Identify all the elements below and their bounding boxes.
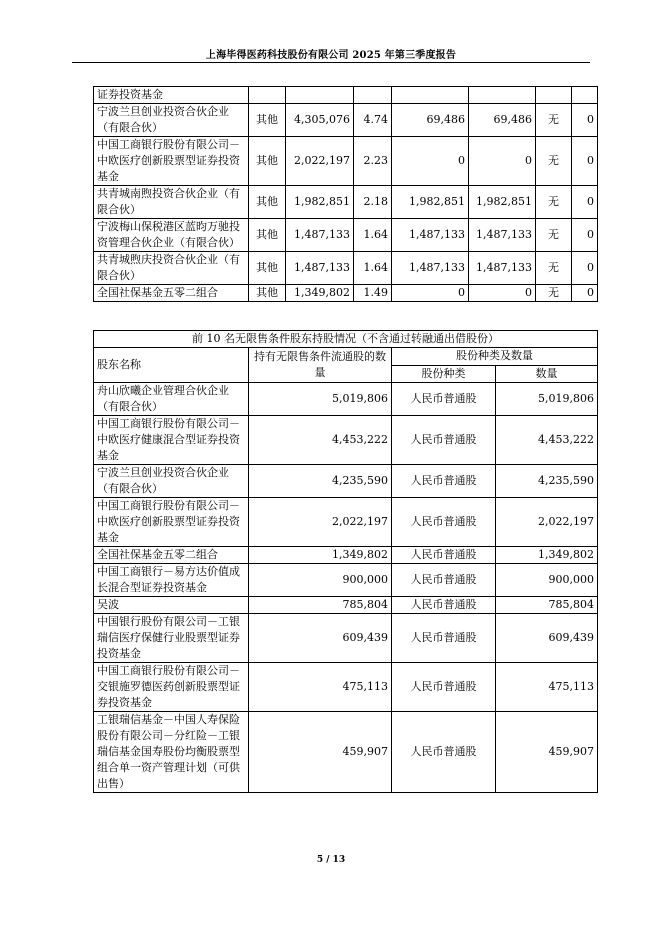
holder-type: 其他 bbox=[249, 104, 286, 137]
table-row bbox=[94, 498, 598, 547]
holder-name: 全国社保基金五零二组合 bbox=[94, 547, 249, 564]
restricted-incl-lending: 69,486 bbox=[469, 104, 536, 137]
unrestricted-qty: 459,907 bbox=[249, 712, 392, 793]
shares-held: 4,305,076 bbox=[286, 104, 354, 137]
table-row bbox=[94, 383, 598, 416]
holder-name: 中国银行股份有限公司－工银瑞信医疗保健行业股票型证券投资基金 bbox=[94, 614, 249, 663]
restricted-shares bbox=[392, 87, 469, 104]
holder-name: 中国工商银行股份有限公司－中欧医疗健康混合型证券投资基金 bbox=[94, 416, 249, 465]
restricted-shares: 1,487,133 bbox=[392, 219, 469, 252]
unrestricted-qty: 785,804 bbox=[249, 597, 392, 614]
holder-name: 共青城南煦投资合伙企业（有限合伙） bbox=[94, 186, 249, 219]
share-qty: 609,439 bbox=[496, 614, 598, 663]
pledge-qty: 0 bbox=[572, 186, 598, 219]
table-row bbox=[94, 285, 598, 302]
header-divider bbox=[72, 62, 590, 63]
share-qty: 459,907 bbox=[496, 712, 598, 793]
report-header-title: 上海毕得医药科技股份有限公司 2025 年第三季度报告 bbox=[205, 50, 457, 61]
holder-name: 工银瑞信基金－中国人寿保险股份有限公司－分红险－工银瑞信基金国寿股份均衡股票型组合单一资产管理计划（可供出售） bbox=[94, 712, 249, 793]
pledge-status: 无 bbox=[536, 137, 572, 186]
section-title: 前 10 名无限售条件股东持股情况（不含通过转融通出借股份） bbox=[94, 331, 598, 348]
section-title-row bbox=[94, 331, 598, 348]
pledge-qty bbox=[572, 87, 598, 104]
pledge-status: 无 bbox=[536, 186, 572, 219]
table-row bbox=[94, 416, 598, 465]
holder-name: 共青城煦庆投资合伙企业（有限合伙） bbox=[94, 252, 249, 285]
holder-name: 舟山欣曦企业管理合伙企业（有限合伙） bbox=[94, 383, 249, 416]
holder-name: 宁波兰旦创业投资合伙企业（有限合伙） bbox=[94, 104, 249, 137]
unrestricted-qty: 1,349,802 bbox=[249, 547, 392, 564]
unrestricted-qty: 5,019,806 bbox=[249, 383, 392, 416]
unrestricted-holders-table bbox=[93, 330, 598, 793]
pledge-qty: 0 bbox=[572, 219, 598, 252]
share-type: 人民币普通股 bbox=[392, 547, 496, 564]
holder-name: 中国工商银行股份有限公司－交银施罗德医药创新股票型证券投资基金 bbox=[94, 663, 249, 712]
share-qty: 785,804 bbox=[496, 597, 598, 614]
share-type: 人民币普通股 bbox=[392, 712, 496, 793]
restricted-incl-lending: 1,487,133 bbox=[469, 252, 536, 285]
table-row bbox=[94, 87, 598, 104]
shares-held: 1,349,802 bbox=[286, 285, 354, 302]
unrestricted-qty: 2,022,197 bbox=[249, 498, 392, 547]
unrestricted-qty: 609,439 bbox=[249, 614, 392, 663]
holder-name: 全国社保基金五零二组合 bbox=[94, 285, 249, 302]
share-type: 人民币普通股 bbox=[392, 663, 496, 712]
holder-name: 中国工商银行－易方达价值成长混合型证券投资基金 bbox=[94, 564, 249, 597]
unrestricted-qty: 4,235,590 bbox=[249, 465, 392, 498]
holder-name: 吴波 bbox=[94, 597, 249, 614]
pledge-status: 无 bbox=[536, 285, 572, 302]
holding-pct: 4.74 bbox=[354, 104, 392, 137]
pledge-status: 无 bbox=[536, 104, 572, 137]
share-qty: 5,019,806 bbox=[496, 383, 598, 416]
table-row bbox=[94, 547, 598, 564]
shares-held: 1,487,133 bbox=[286, 219, 354, 252]
holding-pct: 1.49 bbox=[354, 285, 392, 302]
table-row bbox=[94, 564, 598, 597]
shares-held: 1,487,133 bbox=[286, 252, 354, 285]
holder-name: 宁波梅山保税港区蓝昀万驰投资管理合伙企业（有限合伙） bbox=[94, 219, 249, 252]
col-holder-name-header: 股东名称 bbox=[94, 348, 249, 383]
holding-pct: 1.64 bbox=[354, 219, 392, 252]
unrestricted-qty: 4,453,222 bbox=[249, 416, 392, 465]
share-qty: 2,022,197 bbox=[496, 498, 598, 547]
restricted-incl-lending: 0 bbox=[469, 285, 536, 302]
table-row bbox=[94, 712, 598, 793]
share-type: 人民币普通股 bbox=[392, 564, 496, 597]
restricted-shares: 1,982,851 bbox=[392, 186, 469, 219]
restricted-incl-lending: 1,982,851 bbox=[469, 186, 536, 219]
table-row bbox=[94, 137, 598, 186]
share-qty: 4,235,590 bbox=[496, 465, 598, 498]
share-type: 人民币普通股 bbox=[392, 383, 496, 416]
holder-type: 其他 bbox=[249, 137, 286, 186]
holder-type: 其他 bbox=[249, 285, 286, 302]
table-row bbox=[94, 663, 598, 712]
share-type: 人民币普通股 bbox=[392, 498, 496, 547]
holder-type: 其他 bbox=[249, 219, 286, 252]
pledge-qty: 0 bbox=[572, 252, 598, 285]
restricted-incl-lending bbox=[469, 87, 536, 104]
header-row-1 bbox=[94, 348, 598, 366]
top-holders-table bbox=[93, 86, 598, 302]
share-type: 人民币普通股 bbox=[392, 614, 496, 663]
restricted-shares: 0 bbox=[392, 137, 469, 186]
holding-pct bbox=[354, 87, 392, 104]
restricted-incl-lending: 1,487,133 bbox=[469, 219, 536, 252]
holder-name: 中国工商银行股份有限公司－中欧医疗创新股票型证券投资基金 bbox=[94, 137, 249, 186]
pledge-qty: 0 bbox=[572, 285, 598, 302]
shares-held: 2,022,197 bbox=[286, 137, 354, 186]
holder-type bbox=[249, 87, 286, 104]
restricted-incl-lending: 0 bbox=[469, 137, 536, 186]
restricted-shares: 1,487,133 bbox=[392, 252, 469, 285]
share-qty: 4,453,222 bbox=[496, 416, 598, 465]
unrestricted-qty: 900,000 bbox=[249, 564, 392, 597]
col-share-qty-header: 数量 bbox=[496, 365, 598, 383]
col-unrestricted-qty-header: 持有无限售条件流通股的数量 bbox=[249, 348, 392, 383]
holding-pct: 2.18 bbox=[354, 186, 392, 219]
share-type: 人民币普通股 bbox=[392, 597, 496, 614]
share-type: 人民币普通股 bbox=[392, 465, 496, 498]
holder-type: 其他 bbox=[249, 252, 286, 285]
table-row bbox=[94, 465, 598, 498]
restricted-shares: 0 bbox=[392, 285, 469, 302]
pledge-qty: 0 bbox=[572, 137, 598, 186]
holder-name: 宁波兰旦创业投资合伙企业（有限合伙） bbox=[94, 465, 249, 498]
table-row bbox=[94, 219, 598, 252]
shares-held: 1,982,851 bbox=[286, 186, 354, 219]
table-row bbox=[94, 614, 598, 663]
share-qty: 900,000 bbox=[496, 564, 598, 597]
unrestricted-qty: 475,113 bbox=[249, 663, 392, 712]
table-row bbox=[94, 104, 598, 137]
holder-name: 中国工商银行股份有限公司－中欧医疗创新股票型证券投资基金 bbox=[94, 498, 249, 547]
col-share-type-header: 股份种类 bbox=[392, 365, 496, 383]
pledge-status: 无 bbox=[536, 252, 572, 285]
pledge-status: 无 bbox=[536, 219, 572, 252]
shares-held bbox=[286, 87, 354, 104]
holding-pct: 2.23 bbox=[354, 137, 392, 186]
table-row bbox=[94, 597, 598, 614]
page-number: 5 / 13 bbox=[316, 855, 346, 865]
share-qty: 1,349,802 bbox=[496, 547, 598, 564]
holding-pct: 1.64 bbox=[354, 252, 392, 285]
col-share-class-header: 股份种类及数量 bbox=[392, 348, 598, 366]
pledge-qty: 0 bbox=[572, 104, 598, 137]
restricted-shares: 69,486 bbox=[392, 104, 469, 137]
table-row bbox=[94, 186, 598, 219]
table-row bbox=[94, 252, 598, 285]
pledge-status bbox=[536, 87, 572, 104]
holder-name: 证券投资基金 bbox=[94, 87, 249, 104]
holder-type: 其他 bbox=[249, 186, 286, 219]
share-type: 人民币普通股 bbox=[392, 416, 496, 465]
share-qty: 475,113 bbox=[496, 663, 598, 712]
